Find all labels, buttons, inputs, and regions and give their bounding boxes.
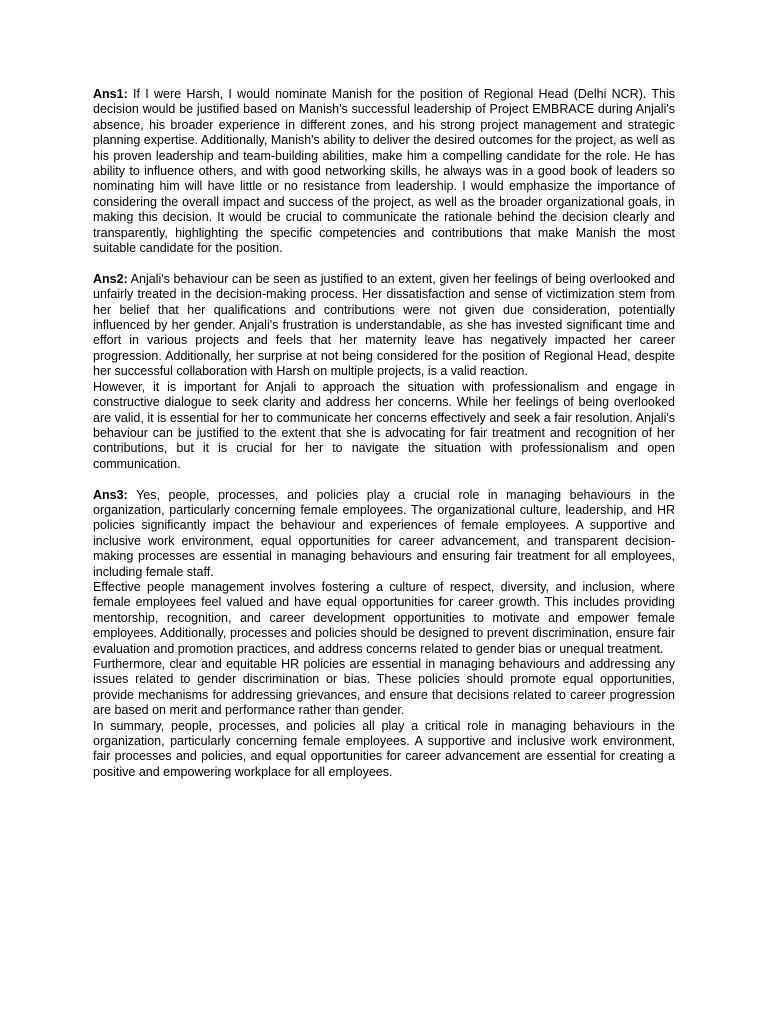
- answer-3-paragraph-3: Furthermore, clear and equitable HR policies are essential in managing behaviours and addressing any issues related to gender discrimination or bias. These policies should promote equal opportunities, provide mechanisms for addressing grievances, and ensure that decisions related to career progression are based on merit and performance rather than gender.: [93, 657, 675, 718]
- answer-1-paragraph-1: [93, 87, 675, 256]
- answer-3-text: Yes, people, processes, and policies play a crucial role in managing behaviours in the organization, particularly concerning female employees. The organizational culture, leadership, and HR policies significantly impact the behaviour and experiences of female employees. A supportive and inclusive work environment, equal opportunities for career advancement, and transparent decision-making processes are essential in managing behaviours and ensuring fair treatment for all employees, including female staff.: [93, 487, 675, 579]
- answer-1-text: If I were Harsh, I would nominate Manish for the position of Regional Head (Delhi NCR). This decision would be justified based on Manish's successful leadership of Project EMBRACE during Anjali's absence, his broader experience in different zones, and his strong project management and strategic planning expertise. Additionally, Manish's ability to deliver the desired outcomes for the project, as well as his proven leadership and team-building abilities, make him a compelling candidate for the role. He has ability to influence others, and with good networking skills, he always was in a good book of leaders so nominating him will have little or no resistance from leadership. I would emphasize the importance of considering the overall impact and success of the project, as well as the broader organizational goals, in making this decision. It would be crucial to communicate the rationale behind the decision clearly and transparently, highlighting the specific competencies and contributions that make Manish the most suitable candidate for the position.: [93, 87, 675, 256]
- answer-3-paragraph-1: [93, 488, 675, 580]
- answer-2-paragraph-1: [93, 272, 675, 380]
- answer-2: [93, 272, 675, 472]
- answer-2-label: Ans2:: [93, 271, 128, 286]
- answer-3: [93, 488, 675, 781]
- answer-1-label: Ans1:: [93, 87, 128, 101]
- answer-3-paragraph-4: In summary, people, processes, and policies all play a critical role in managing behaviours in the organization, particularly concerning female employees. A supportive and inclusive work environment, fair processes and policies, and equal opportunities for career advancement are essential for creating a positive and empowering workplace for all employees.: [93, 718, 675, 779]
- answer-2-text: Anjali's behaviour can be seen as justified to an extent, given her feelings of being overlooked and unfairly treated in the decision-making process. Her dissatisfaction and sense of victimization stem from her belief that her qualifications and contributions were not given due consideration, potentially influenced by her gender. Anjali's frustration is understandable, as she has invested significant time and effort in various projects and feels that her maternity leave has negatively impacted her career progression. Additionally, her surprise at not being considered for the position of Regional Head, despite her successful collaboration with Harsh on multiple projects, is a valid reaction.: [93, 271, 675, 379]
- answer-3-label: Ans3:: [93, 487, 128, 502]
- answer-2-paragraph-2: However, it is important for Anjali to approach the situation with professionalism and engage in constructive dialogue to seek clarity and address her concerns. While her feelings of being overlooked are valid, it is essential for her to communicate her concerns effectively and seek a fair resolution. Anjali's behaviour can be justified to the extent that she is advocating for fair treatment and recognition of her contributions, but it is crucial for her to navigate the situation with professionalism and open communication.: [93, 379, 675, 471]
- answer-1: [93, 87, 675, 256]
- answer-3-paragraph-2: Effective people management involves fostering a culture of respect, diversity, and inclusion, where female employees feel valued and have equal opportunities for career growth. This includes providing mentorship, recognition, and career development opportunities to motivate and empower female employees. Additionally, processes and policies should be designed to prevent discrimination, ensure fair evaluation and promotion practices, and address concerns related to gender bias or unequal treatment.: [93, 579, 675, 656]
- document-page: [93, 87, 675, 796]
